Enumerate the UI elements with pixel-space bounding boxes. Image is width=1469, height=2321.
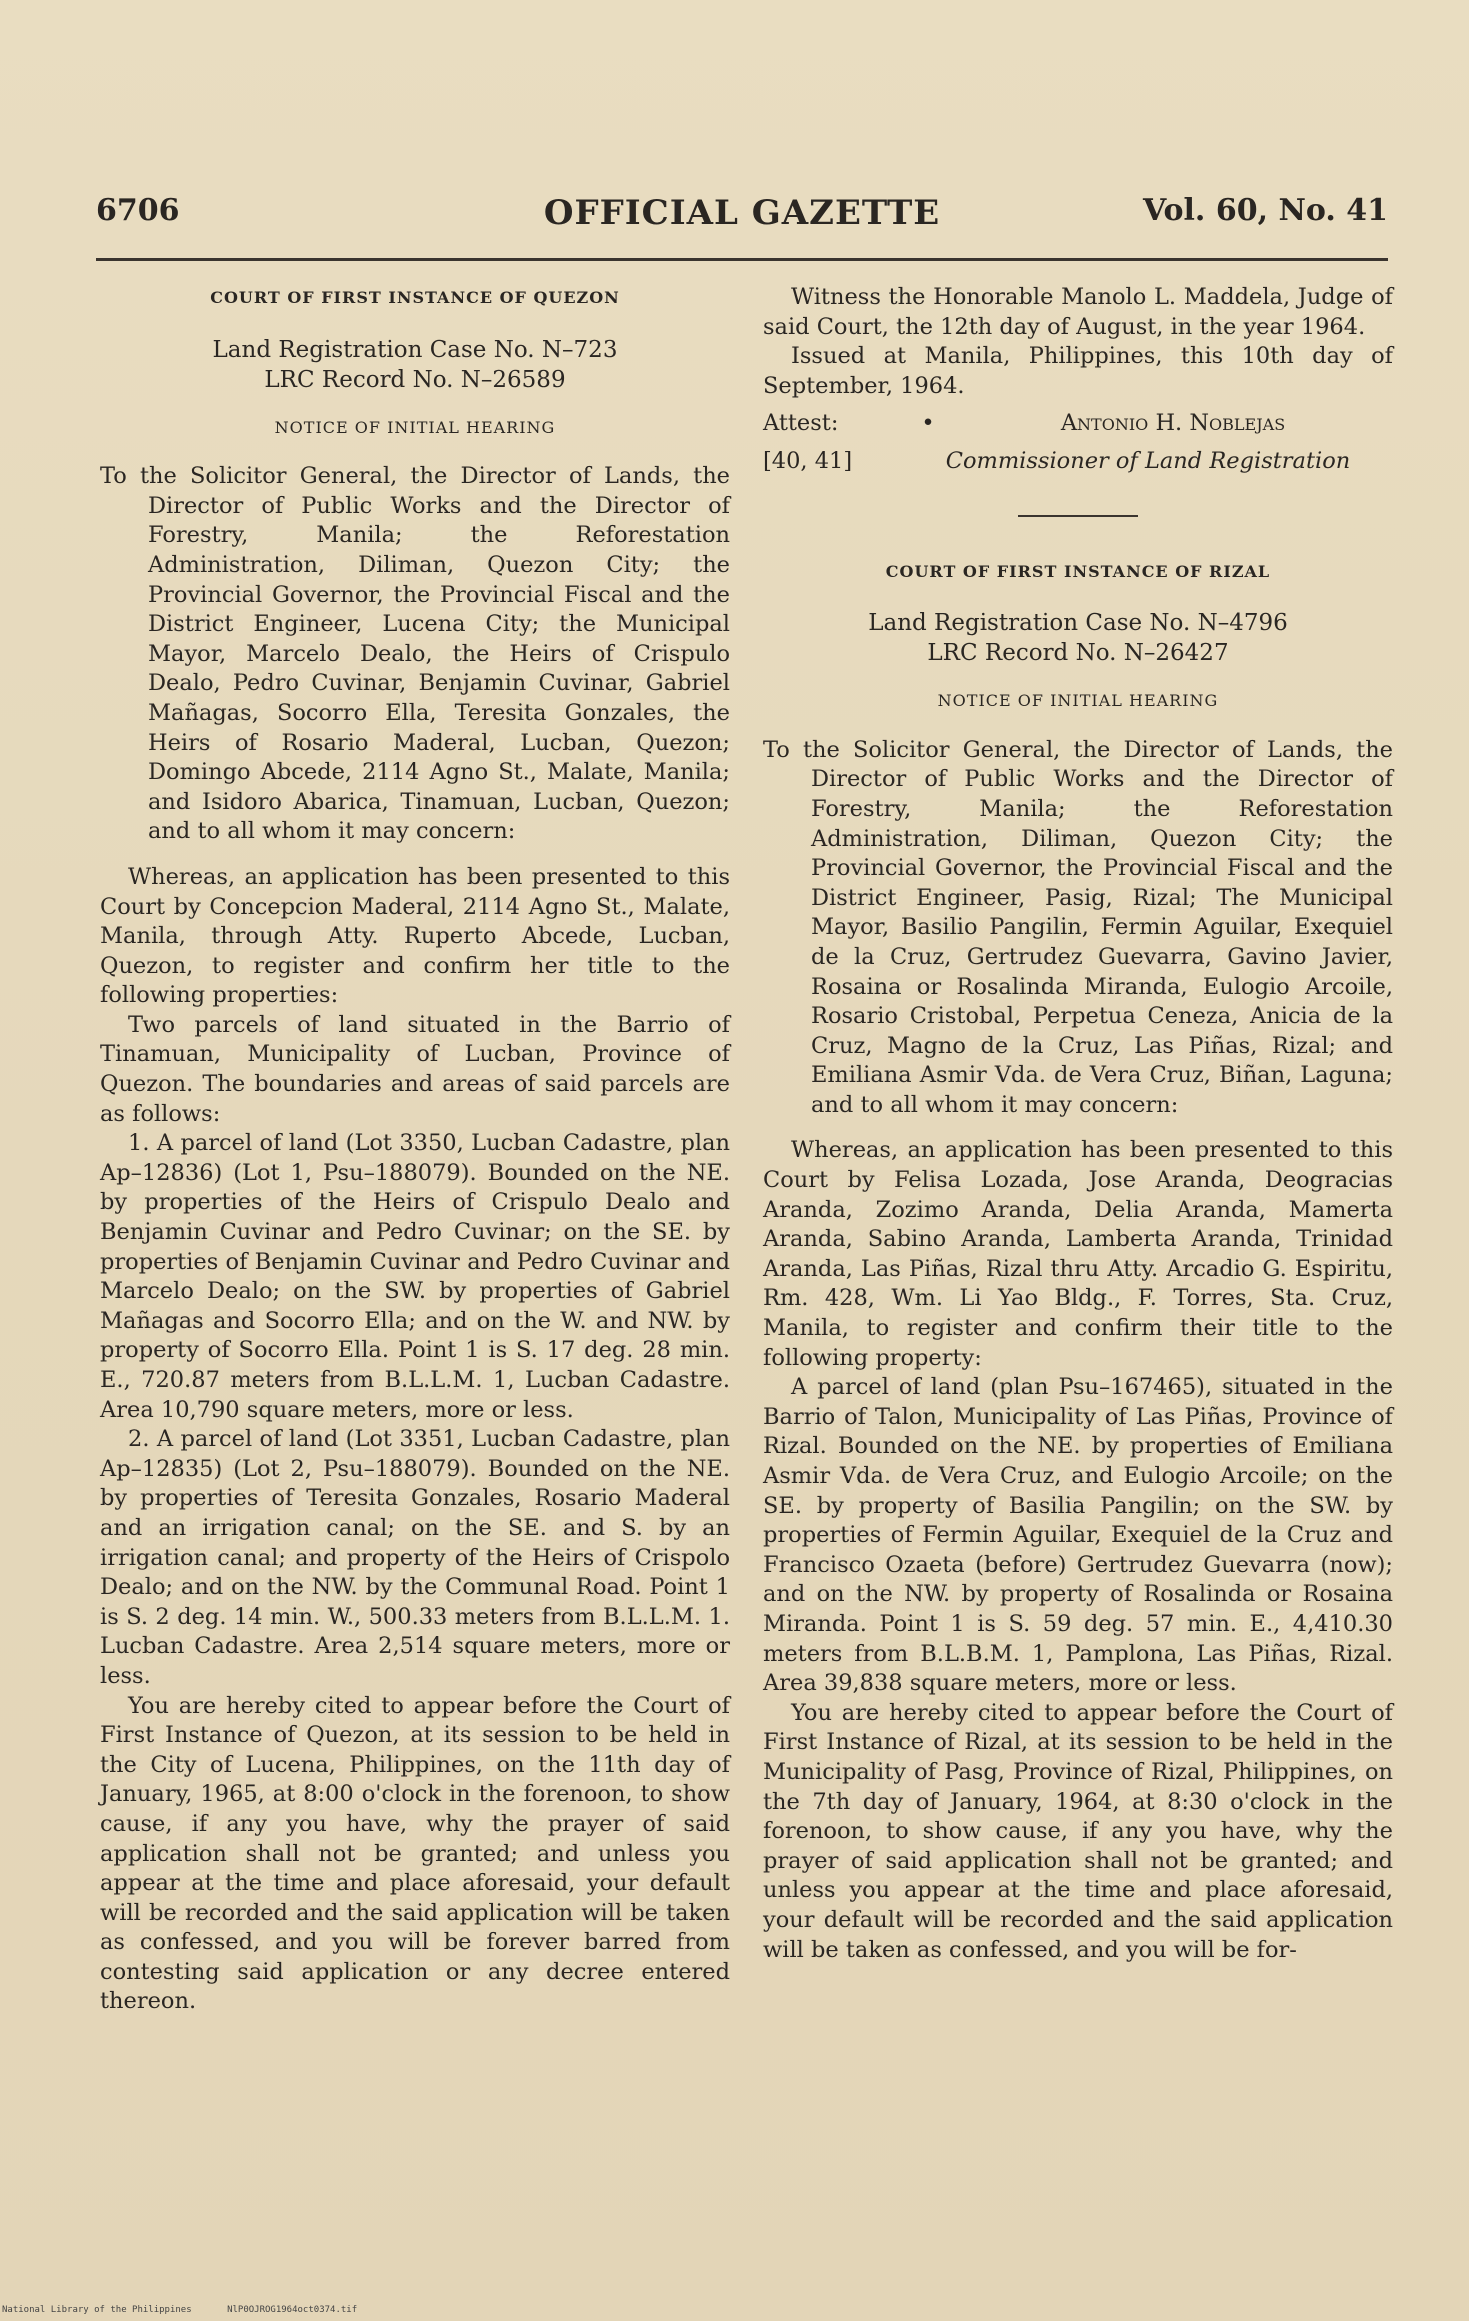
parcel-1-paragraph: 1. A parcel of land (Lot 3350, Lucban Cadastre, plan Ap–12836) (Lot 1, Psu–188079). Bounded on the NE. by properties of the Heirs of Crispulo Dealo and Benjamin Cuvinar and Pedro Cuvinar; on the SE. by properties of Benjamin Cuvinar and Pedro Cuvinar and Marcelo Dealo; on the SW. by properties of Gabriel Mañagas and Socorro Ella; and on the W. and NW. by property of Socorro Ella. Point 1 is S. 17 deg. 28 min. E., 720.87 meters from B.L.L.M. 1, Lucban Cadastre. Area 10,790 square meters, more or less. (100, 1130, 730, 1423)
issued-paragraph: Issued at Manila, Philippines, this 10th day of September, 1964. (763, 343, 1393, 399)
library-credit: National Library of the Philippines (2, 2305, 192, 2315)
header-rule (96, 258, 1388, 261)
record-number: LRC Record No. N–26589 (264, 366, 566, 393)
notice-heading: NOTICE OF INITIAL HEARING (274, 417, 556, 437)
file-name: NlP0OJROG1964oct0374.tif (227, 2305, 358, 2315)
scan-footer (2, 2305, 387, 2315)
addressee-paragraph: To the Solicitor General, the Director of Lands, the Director of Public Works and the Director of Forestry, Manila; the Reforestation Administration, Diliman, Quezon City; the Provincial Governor, the Provincial Fiscal and the District Engineer, Pasig, Rizal; The Municipal Mayor, Basilio Pangilin, Fermin Aguilar, Exequiel de la Cruz, Gertrudez Guevarra, Gavino Javier, Rosaina or Rosalinda Miranda, Eulogio Arcoile, Rosario Cristobal, Perpetua Ceneza, Anicia de la Cruz, Magno de la Cruz, Las Piñas, Rizal; and Emiliana Asmir Vda. de Vera Cruz, Biñan, Laguna; and to all whom it may concern: (763, 736, 1393, 1118)
publication-title: OFFICIAL GAZETTE (543, 193, 941, 233)
court-heading: COURT OF FIRST INSTANCE OF RIZAL (885, 561, 1271, 581)
attest-line (763, 409, 1393, 439)
attest-mark: • (921, 410, 935, 437)
page-header (96, 193, 1388, 241)
signatory-title: Commissioner of Land Registration (945, 447, 1351, 474)
addressee-paragraph: To the Solicitor General, the Director of Lands, the Director of Public Works and the Director of Forestry, Manila; the Reforestation Administration, Diliman, Quezon City; the Provincial Governor, the Provincial Fiscal and the District Engineer, Lucena City; the Municipal Mayor, Marcelo Dealo, the Heirs of Crispulo Dealo, Pedro Cuvinar, Benjamin Cuvinar, Gabriel Mañagas, Socorro Ella, Teresita Gonzales, the Heirs of Rosario Maderal, Lucban, Quezon; Domingo Abcede, 2114 Agno St., Malate, Manila; and Isidoro Abarica, Tinamuan, Lucban, Quezon; and to all whom it may concern: (100, 463, 730, 845)
case-number: Land Registration Case No. N–723 (212, 336, 618, 363)
record-number: LRC Record No. N–26427 (927, 640, 1229, 667)
volume-info: Vol. 60, No. 41 (1143, 193, 1388, 228)
parcel-2-paragraph: 2. A parcel of land (Lot 3351, Lucban Cadastre, plan Ap–12835) (Lot 2, Psu–188079). Bounded on the NE. by properties of Teresita Gonzales, Rosario Maderal and an irrigation canal; on the SE. and S. by an irrigation canal; and property of the Heirs of Crispolo Dealo; and on the NW. by the Communal Road. Point 1 is S. 2 deg. 14 min. W., 500.33 meters from B.L.L.M. 1. Lucban Cadastre. Area 2,514 square meters, more or less. (100, 1426, 730, 1689)
notice-heading: NOTICE OF INITIAL HEARING (937, 691, 1219, 711)
signatory-name: Antonio H. Noblejas (1060, 410, 1286, 437)
citation-paragraph: You are hereby cited to appear before the Court of First Instance of Quezon, at its session to be held in the City of Lucena, Philippines, on the 11th day of January, 1965, at 8:00 o'clock in the forenoon, to show cause, if any you have, why the prayer of said application shall not be granted; and unless you appear at the time and place aforesaid, your default will be recorded and the said application will be taken as confessed, and you will be forever barred from contesting said application or any decree entered thereon. (100, 1692, 730, 2015)
body-paragraph: Whereas, an application has been presented to this Court by Felisa Lozada, Jose Aranda, Deogracias Aranda, Zozimo Aranda, Delia Aranda, Mamerta Aranda, Sabino Aranda, Lamberta Aranda, Trinidad Aranda, Las Piñas, Rizal thru Atty. Arcadio G. Espiritu, Rm. 428, Wm. Li Yao Bldg., F. Torres, Sta. Cruz, Manila, to register and confirm their title to the following property: (763, 1137, 1393, 1371)
attest-title-line (763, 447, 1393, 477)
parcel-paragraph: A parcel of land (plan Psu–167465), situated in the Barrio of Talon, Municipality of Las Piñas, Province of Rizal. Bounded on the NE. by properties of Emiliana Asmir Vda. de Vera Cruz, and Eulogio Arcoile; on the SE. by property of Basilia Pangilin; on the SW. by properties of Fermin Aguilar, Exequiel de la Cruz and Francisco Ozaeta (before) Gertrudez Guevarra (now); and on the NW. by property of Rosalinda or Rosaina Miranda. Point 1 is S. 59 deg. 57 min. E., 4,410.30 meters from B.L.B.M. 1, Pamplona, Las Piñas, Rizal. Area 39,838 square meters, more or less. (763, 1374, 1393, 1697)
body-paragraph: Two parcels of land situated in the Barrio of Tinamuan, Municipality of Lucban, Province of Quezon. The boundaries and areas of said parcels are as follows: (100, 1011, 730, 1127)
page-number: 6706 (96, 193, 180, 228)
section-divider (1018, 515, 1138, 517)
court-heading: COURT OF FIRST INSTANCE OF QUEZON (210, 288, 620, 307)
citation-paragraph: You are hereby cited to appear before the Court of First Instance of Rizal, at its session to be held in the Municipality of Pasg, Province of Rizal, Philippines, on the 7th day of January, 1964, at 8:30 o'clock in the forenoon, to show cause, if any you have, why the prayer of said application shall not be granted; and unless you appear at the time and place aforesaid, your default will be recorded and the said application will be taken as confessed, and you will be for- (763, 1699, 1393, 1963)
body-paragraph: Whereas, an application has been presented to this Court by Concepcion Maderal, 2114 Agno St., Malate, Manila, through Atty. Ruperto Abcede, Lucban, Quezon, to register and confirm her title to the following properties: (100, 863, 730, 1009)
witness-paragraph: Witness the Honorable Manolo L. Maddela, Judge of said Court, the 12th day of August, in the year 1964. (763, 284, 1393, 340)
issue-reference: [40, 41] (763, 447, 853, 474)
left-column (100, 283, 730, 2017)
right-column (763, 283, 1393, 1965)
case-number: Land Registration Case No. N–4796 (868, 610, 1288, 637)
attest-label: Attest: (763, 410, 839, 437)
